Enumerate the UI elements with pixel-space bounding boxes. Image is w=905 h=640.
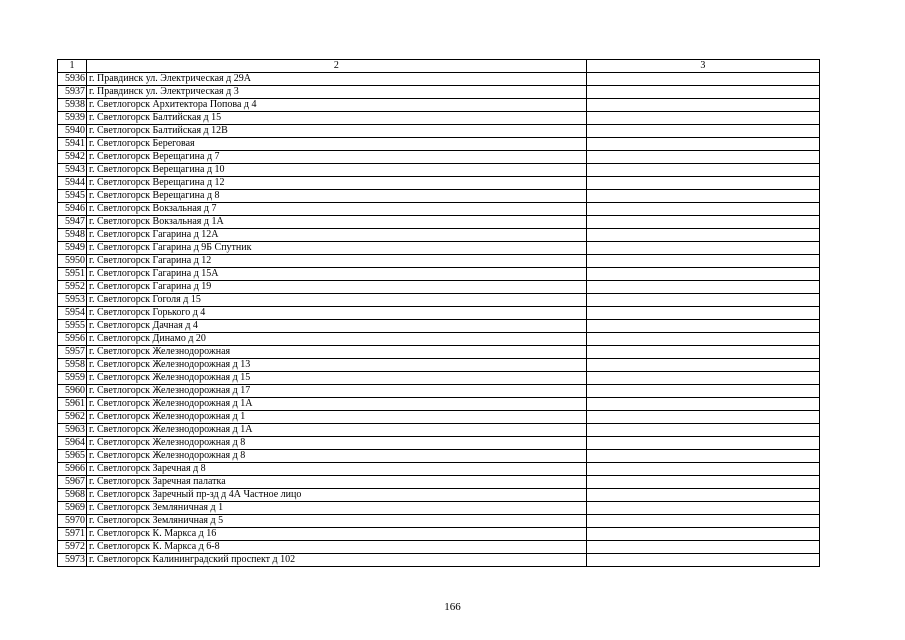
row-address: г. Светлогорск Калининградский проспект д 102 <box>87 554 587 567</box>
row-column-3 <box>586 515 819 528</box>
row-number: 5970 <box>58 515 87 528</box>
row-number: 5942 <box>58 151 87 164</box>
row-address: г. Светлогорск Гагарина д 12А <box>87 229 587 242</box>
row-number: 5963 <box>58 424 87 437</box>
row-number: 5966 <box>58 463 87 476</box>
row-column-3 <box>586 541 819 554</box>
table-row <box>58 463 820 476</box>
row-column-3 <box>586 294 819 307</box>
row-address: г. Светлогорск Динамо д 20 <box>87 333 587 346</box>
row-address: г. Светлогорск Гагарина д 19 <box>87 281 587 294</box>
table-row <box>58 112 820 125</box>
row-address: г. Светлогорск Верещагина д 12 <box>87 177 587 190</box>
table-row <box>58 489 820 502</box>
table-row <box>58 294 820 307</box>
row-column-3 <box>586 502 819 515</box>
row-number: 5959 <box>58 372 87 385</box>
row-number: 5952 <box>58 281 87 294</box>
row-address: г. Светлогорск Гагарина д 9Б Спутник <box>87 242 587 255</box>
row-number: 5944 <box>58 177 87 190</box>
row-column-3 <box>586 112 819 125</box>
row-column-3 <box>586 411 819 424</box>
table-row <box>58 255 820 268</box>
table-row <box>58 138 820 151</box>
table-row <box>58 541 820 554</box>
row-column-3 <box>586 268 819 281</box>
row-column-3 <box>586 216 819 229</box>
row-number: 5972 <box>58 541 87 554</box>
header-row <box>58 60 820 73</box>
row-address: г. Светлогорск Земляничная д 5 <box>87 515 587 528</box>
row-number: 5971 <box>58 528 87 541</box>
row-column-3 <box>586 151 819 164</box>
row-column-3 <box>586 450 819 463</box>
row-number: 5937 <box>58 86 87 99</box>
row-number: 5956 <box>58 333 87 346</box>
row-address: г. Светлогорск Железнодорожная д 13 <box>87 359 587 372</box>
row-address: г. Светлогорск Балтийская д 12В <box>87 125 587 138</box>
row-column-3 <box>586 424 819 437</box>
page-number: 166 <box>444 601 461 613</box>
row-column-3 <box>586 528 819 541</box>
row-address: г. Светлогорск Железнодорожная д 15 <box>87 372 587 385</box>
table-row <box>58 73 820 86</box>
column-header-2: 2 <box>87 60 587 73</box>
table-row <box>58 476 820 489</box>
row-address: г. Светлогорск Верещагина д 10 <box>87 164 587 177</box>
row-number: 5947 <box>58 216 87 229</box>
row-column-3 <box>586 476 819 489</box>
row-column-3 <box>586 229 819 242</box>
row-column-3 <box>586 138 819 151</box>
row-number: 5948 <box>58 229 87 242</box>
row-address: г. Правдинск ул. Электрическая д 29А <box>87 73 587 86</box>
table-row <box>58 554 820 567</box>
table-row <box>58 229 820 242</box>
table-row <box>58 359 820 372</box>
table-row <box>58 242 820 255</box>
row-number: 5954 <box>58 307 87 320</box>
row-number: 5961 <box>58 398 87 411</box>
table-row <box>58 502 820 515</box>
row-address: г. Светлогорск Железнодорожная д 8 <box>87 450 587 463</box>
row-number: 5973 <box>58 554 87 567</box>
column-header-3: 3 <box>586 60 819 73</box>
row-address: г. Светлогорск Железнодорожная д 1А <box>87 424 587 437</box>
table-row <box>58 372 820 385</box>
row-address: г. Светлогорск Земляничная д 1 <box>87 502 587 515</box>
row-column-3 <box>586 463 819 476</box>
table-row <box>58 99 820 112</box>
table-row <box>58 86 820 99</box>
row-number: 5945 <box>58 190 87 203</box>
row-column-3 <box>586 554 819 567</box>
row-number: 5939 <box>58 112 87 125</box>
row-number: 5962 <box>58 411 87 424</box>
row-column-3 <box>586 489 819 502</box>
row-column-3 <box>586 346 819 359</box>
row-column-3 <box>586 255 819 268</box>
row-address: г. Светлогорск Заречная д 8 <box>87 463 587 476</box>
row-number: 5943 <box>58 164 87 177</box>
table-row <box>58 515 820 528</box>
table-row <box>58 528 820 541</box>
row-column-3 <box>586 203 819 216</box>
row-column-3 <box>586 177 819 190</box>
row-address: г. Светлогорск Железнодорожная д 8 <box>87 437 587 450</box>
row-column-3 <box>586 125 819 138</box>
address-table <box>57 59 820 567</box>
row-column-3 <box>586 307 819 320</box>
row-number: 5946 <box>58 203 87 216</box>
row-address: г. Светлогорск Гагарина д 12 <box>87 255 587 268</box>
row-number: 5950 <box>58 255 87 268</box>
table-row <box>58 203 820 216</box>
row-column-3 <box>586 359 819 372</box>
row-address: г. Правдинск ул. Электрическая д 3 <box>87 86 587 99</box>
row-column-3 <box>586 281 819 294</box>
row-column-3 <box>586 190 819 203</box>
row-number: 5964 <box>58 437 87 450</box>
row-column-3 <box>586 242 819 255</box>
table-row <box>58 333 820 346</box>
table-row <box>58 190 820 203</box>
row-address: г. Светлогорск Балтийская д 15 <box>87 112 587 125</box>
row-number: 5940 <box>58 125 87 138</box>
row-number: 5965 <box>58 450 87 463</box>
table-row <box>58 268 820 281</box>
table-row <box>58 437 820 450</box>
table-row <box>58 125 820 138</box>
column-header-1: 1 <box>58 60 87 73</box>
row-address: г. Светлогорск Железнодорожная д 17 <box>87 385 587 398</box>
table-row <box>58 424 820 437</box>
row-number: 5953 <box>58 294 87 307</box>
row-address: г. Светлогорск Вокзальная д 7 <box>87 203 587 216</box>
row-number: 5958 <box>58 359 87 372</box>
row-column-3 <box>586 86 819 99</box>
table-body <box>58 73 820 567</box>
row-column-3 <box>586 372 819 385</box>
table-row <box>58 385 820 398</box>
row-column-3 <box>586 333 819 346</box>
row-address: г. Светлогорск Заречная палатка <box>87 476 587 489</box>
row-number: 5951 <box>58 268 87 281</box>
table-row <box>58 346 820 359</box>
row-number: 5967 <box>58 476 87 489</box>
table-row <box>58 450 820 463</box>
table-row <box>58 398 820 411</box>
row-number: 5969 <box>58 502 87 515</box>
row-number: 5955 <box>58 320 87 333</box>
row-number: 5957 <box>58 346 87 359</box>
row-column-3 <box>586 398 819 411</box>
row-number: 5949 <box>58 242 87 255</box>
row-address: г. Светлогорск Заречный пр-зд д 4А Частное лицо <box>87 489 587 502</box>
row-number: 5968 <box>58 489 87 502</box>
row-column-3 <box>586 164 819 177</box>
row-address: г. Светлогорск Вокзальная д 1А <box>87 216 587 229</box>
row-address: г. Светлогорск Дачная д 4 <box>87 320 587 333</box>
row-column-3 <box>586 437 819 450</box>
table-row <box>58 164 820 177</box>
row-column-3 <box>586 385 819 398</box>
row-number: 5938 <box>58 99 87 112</box>
row-address: г. Светлогорск Железнодорожная д 1 <box>87 411 587 424</box>
row-address: г. Светлогорск Верещагина д 7 <box>87 151 587 164</box>
row-number: 5936 <box>58 73 87 86</box>
row-column-3 <box>586 320 819 333</box>
row-address: г. Светлогорск Береговая <box>87 138 587 151</box>
table-row <box>58 411 820 424</box>
row-number: 5941 <box>58 138 87 151</box>
row-address: г. Светлогорск Гагарина д 15А <box>87 268 587 281</box>
table-row <box>58 307 820 320</box>
row-address: г. Светлогорск К. Маркса д 6-8 <box>87 541 587 554</box>
table-row <box>58 151 820 164</box>
row-address: г. Светлогорск Железнодорожная д 1А <box>87 398 587 411</box>
row-address: г. Светлогорск К. Маркса д 16 <box>87 528 587 541</box>
row-address: г. Светлогорск Горького д 4 <box>87 307 587 320</box>
row-column-3 <box>586 99 819 112</box>
row-address: г. Светлогорск Верещагина д 8 <box>87 190 587 203</box>
row-address: г. Светлогорск Железнодорожная <box>87 346 587 359</box>
table-row <box>58 281 820 294</box>
table-row <box>58 320 820 333</box>
row-address: г. Светлогорск Гоголя д 15 <box>87 294 587 307</box>
table-row <box>58 216 820 229</box>
table-row <box>58 177 820 190</box>
row-number: 5960 <box>58 385 87 398</box>
row-column-3 <box>586 73 819 86</box>
row-address: г. Светлогорск Архитектора Попова д 4 <box>87 99 587 112</box>
